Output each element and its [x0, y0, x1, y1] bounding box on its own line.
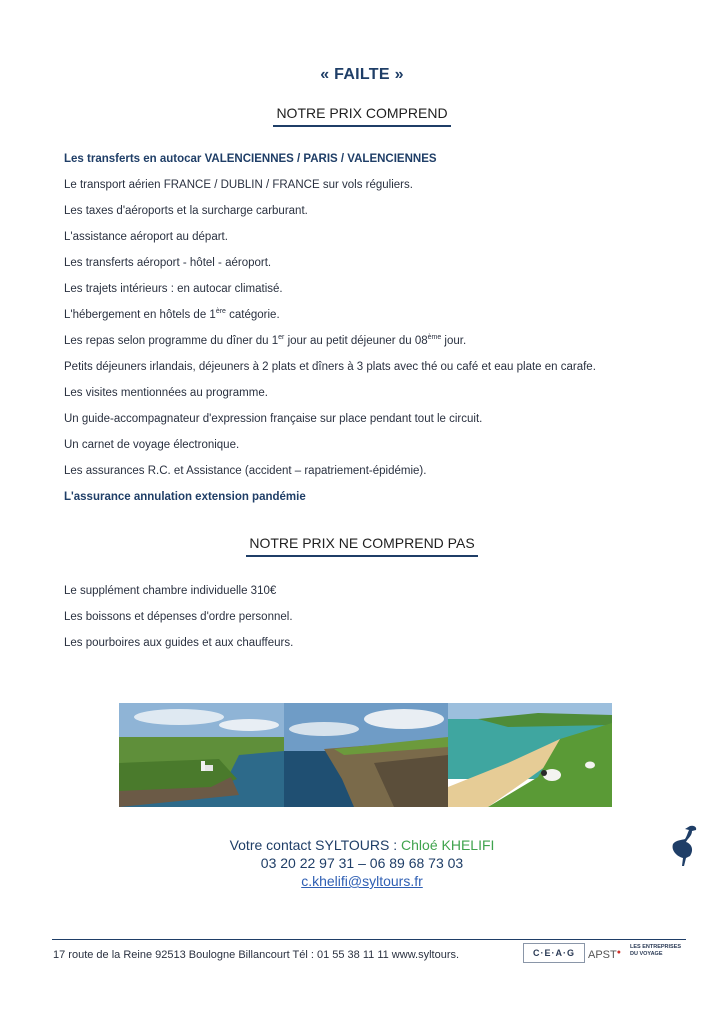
list-item: Les boissons et dépenses d'ordre personnel. [64, 611, 293, 623]
list-item: Petits déjeuners irlandais, déjeuners à 2 plats et dîners à 3 plats avec thé ou café et eau plate en carafe. [64, 361, 596, 373]
photo-beach-sheep [448, 703, 612, 807]
entreprises-du-voyage-logo: LES ENTREPRISES DU VOYAGE [630, 944, 682, 957]
photo-coast-lighthouse [119, 703, 284, 807]
list-item: Les transferts en autocar VALENCIENNES / PARIS / VALENCIENNES [64, 153, 437, 165]
list-ne-comprend-pas [64, 584, 694, 662]
list-item: Les assurances R.C. et Assistance (accident – rapatriement-épidémie). [64, 465, 427, 477]
list-item: Un carnet de voyage électronique. [64, 439, 240, 451]
ireland-photo-strip [119, 703, 612, 807]
list-item: Le supplément chambre individuelle 310€ [64, 585, 277, 597]
list-item: L'assurance annulation extension pandémie [64, 491, 306, 503]
list-item: Les trajets intérieurs : en autocar climatisé. [64, 283, 283, 295]
footer-divider [52, 939, 686, 940]
page-title: « FAILTE » [320, 66, 404, 83]
contact-line: Votre contact SYLTOURS : Chloé KHELIFI [229, 837, 495, 853]
photo-cliffs-of-moher [284, 703, 448, 807]
list-item: L'hébergement en hôtels de 1ère catégorie. [64, 308, 280, 321]
contact-phones: 03 20 22 97 31 – 06 89 68 73 03 [260, 855, 464, 871]
list-item: Les pourboires aux guides et aux chauffeurs. [64, 637, 294, 649]
ceag-logo: C·E·A·G [523, 943, 585, 963]
apst-logo: APST● [588, 949, 621, 961]
heading-ne-comprend-pas [0, 535, 724, 557]
list-item: Les transferts aéroport - hôtel - aéroport. [64, 257, 272, 269]
heading-ne-comprend-pas-text: NOTRE PRIX NE COMPREND PAS [246, 535, 477, 557]
list-item: L'assistance aéroport au départ. [64, 231, 228, 243]
list-item: Un guide-accompagnateur d'expression française sur place pendant tout le circuit. [64, 413, 483, 425]
list-comprend [64, 152, 694, 516]
list-item: Le transport aérien FRANCE / DUBLIN / FRANCE sur vols réguliers. [64, 179, 413, 191]
contact-block [0, 836, 724, 890]
contact-email-link[interactable]: c.khelifi@syltours.fr [301, 873, 423, 889]
list-item: Les visites mentionnées au programme. [64, 387, 268, 399]
heading-comprend [0, 105, 724, 127]
footer-address: 17 route de la Reine 92513 Boulogne Billancourt Tél : 01 55 38 11 11 www.syltours. [53, 949, 460, 961]
heron-logo-icon [668, 822, 698, 868]
list-item: Les taxes d'aéroports et la surcharge carburant. [64, 205, 308, 217]
contact-name: Chloé KHELIFI [401, 837, 495, 853]
list-item: Les repas selon programme du dîner du 1er jour au petit déjeuner du 08ème jour. [64, 334, 467, 347]
heading-comprend-text: NOTRE PRIX COMPREND [273, 105, 450, 127]
